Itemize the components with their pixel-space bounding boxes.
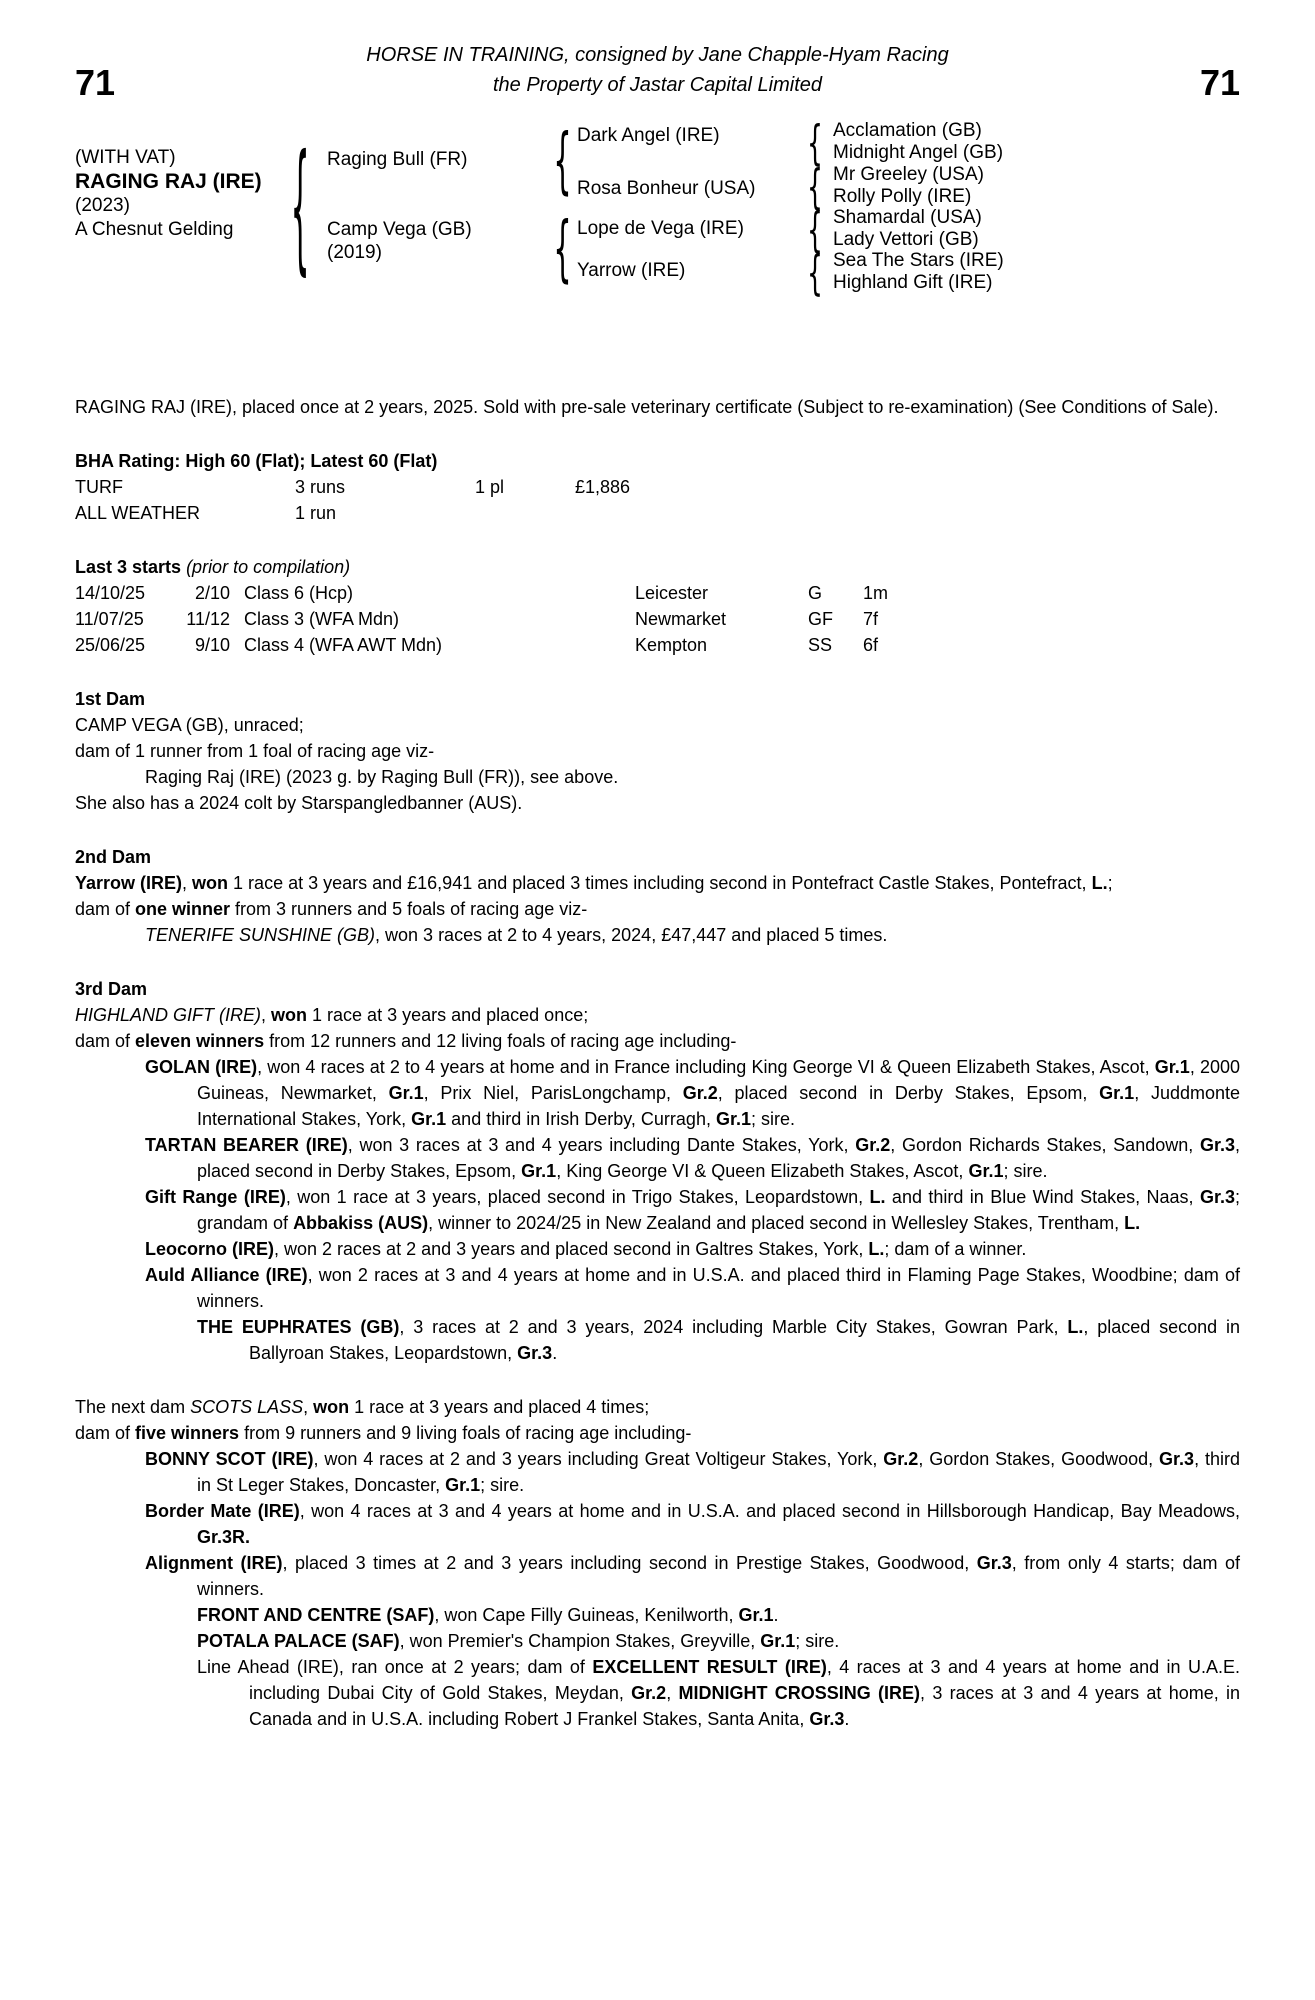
text-run: RAGING RAJ (IRE), placed once at 2 years, 2025. Sold with pre-sale veterinary certificate (Subject to re-examination) (See Conditions of Sale).: [75, 397, 1219, 417]
subject-year: (2023): [75, 195, 130, 216]
catalogue-paragraph: [75, 738, 1240, 764]
dam-block: [327, 218, 472, 264]
text-run: , King George VI & Queen Elizabeth Stakes, Ascot,: [556, 1161, 969, 1181]
text-run: ; dam of a winner.: [884, 1239, 1027, 1259]
table-cell: Class 6 (Hcp): [244, 583, 354, 603]
race-row: [75, 632, 1240, 658]
vat-note: (WITH VAT): [75, 147, 176, 168]
text-run: 1 race at 3 years and £16,941 and placed 3 times including second in Pontefract Castle Stakes, Pontefract,: [228, 873, 1092, 893]
text-run: Gr.1: [521, 1161, 557, 1181]
text-run: TARTAN BEARER (IRE): [145, 1135, 348, 1155]
race-row: [75, 580, 1240, 606]
dam-sire-name: Lope de Vega (IRE): [577, 218, 744, 239]
table-cell: £1,886: [575, 477, 631, 497]
table-cell: 25/06/25: [75, 635, 146, 655]
great-grandparents-2: [833, 164, 984, 208]
header-center: [165, 40, 1150, 100]
catalogue-paragraph: [75, 1314, 1240, 1366]
ancestor-name: Mr Greeley (USA): [833, 164, 984, 185]
text-run: Gr.2: [631, 1683, 667, 1703]
table-cell: [475, 500, 575, 526]
text-run: SCOTS LASS: [190, 1397, 304, 1417]
race-row: [75, 606, 1240, 632]
text-run: eleven winners: [135, 1031, 265, 1051]
table-cell: G: [808, 583, 823, 603]
bha-row: [75, 500, 1240, 526]
sire-dam-name: Rosa Bonheur (USA): [577, 178, 756, 199]
ancestor-name: Midnight Angel (GB): [833, 142, 1004, 163]
text-run: L.: [868, 1239, 885, 1259]
subject-name: RAGING RAJ (IRE): [75, 170, 262, 193]
text-run: Gr.2: [855, 1135, 891, 1155]
text-run: , won 1 race at 3 years, placed second in Trigo Stakes, Leopardstown,: [285, 1187, 870, 1207]
text-run: dam of 1 runner from 1 foal of racing age viz-: [75, 741, 435, 761]
text-run: L.: [1124, 1213, 1141, 1233]
text-run: , placed second in Ballyroan Stakes, Leopardstown,: [249, 1317, 1240, 1363]
brace-icon: [287, 123, 313, 293]
ancestor-name: Acclamation (GB): [833, 120, 982, 141]
text-run: , won 3 races at 3 and 4 years including Dante Stakes, York,: [347, 1135, 856, 1155]
text-run: Yarrow (IRE): [75, 873, 183, 893]
text-run: CAMP VEGA (GB), unraced;: [75, 715, 304, 735]
text-run: 1 race at 3 years and placed once;: [307, 1005, 589, 1025]
text-run: , Gordon Stakes, Goodwood,: [918, 1449, 1160, 1469]
text-run: , 4 races at 3 and 4 years at home and in U.A.E. including Dubai City of Gold Stakes, Meydan,: [249, 1657, 1240, 1703]
text-run: , third in St Leger Stakes, Doncaster,: [197, 1449, 1240, 1495]
catalogue-paragraph: [75, 1420, 1240, 1446]
text-run: ; sire.: [750, 1109, 795, 1129]
text-run: Gr.1: [738, 1605, 774, 1625]
text-run: ,: [182, 873, 193, 893]
text-run: , 3 races at 2 and 3 years, 2024 including Marble City Stakes, Gowran Park,: [399, 1317, 1068, 1337]
text-run: EXCELLENT RESULT (IRE): [592, 1657, 827, 1677]
lot-number-left: 71: [75, 62, 116, 103]
text-run: and third in Blue Wind Stakes, Naas,: [885, 1187, 1200, 1207]
catalogue-paragraph: [75, 870, 1240, 896]
table-cell: 1m: [863, 583, 889, 603]
catalogue-paragraph: [75, 1002, 1240, 1028]
text-run: THE EUPHRATES (GB): [197, 1317, 400, 1337]
subject-description: A Chesnut Gelding: [75, 219, 234, 240]
text-run: dam of: [75, 1031, 136, 1051]
table-cell: TURF: [75, 477, 123, 497]
section-heading: 1st Dam: [75, 689, 146, 709]
text-run: one winner: [135, 899, 231, 919]
catalogue-paragraph: [75, 1498, 1240, 1550]
text-run: Gr.3: [1199, 1135, 1235, 1155]
bha-rating-heading: BHA Rating: High 60 (Flat); Latest 60 (Flat): [75, 451, 438, 471]
last-starts-block: [75, 554, 1240, 658]
bha-rating-block: [75, 448, 1240, 526]
text-run: L.: [1067, 1317, 1084, 1337]
text-run: , won 2 races at 3 and 4 years at home and in U.S.A. and placed third in Flaming Page Stakes, Woodbine; dam of winners.: [197, 1265, 1240, 1311]
table-cell: SS: [808, 635, 833, 655]
text-run: L.: [1091, 873, 1108, 893]
great-grandparents-1: [833, 120, 1003, 164]
text-run: Last 3 starts: [75, 557, 182, 577]
text-run: ; sire.: [480, 1475, 525, 1495]
text-run: Gr.1: [715, 1109, 751, 1129]
text-run: , placed second in Derby Stakes, Epsom,: [717, 1083, 1100, 1103]
table-cell: GF: [808, 609, 833, 629]
table-cell: 2/10: [194, 583, 230, 603]
ancestor-name: Highland Gift (IRE): [833, 272, 993, 293]
catalogue-paragraph: [75, 1236, 1240, 1262]
last-starts-heading: [75, 554, 1240, 580]
dam-year: (2019): [327, 242, 382, 263]
text-run: won: [271, 1005, 308, 1025]
text-run: POTALA PALACE (SAF): [197, 1631, 400, 1651]
text-run: five winners: [135, 1423, 240, 1443]
text-run: Gr.1: [411, 1109, 447, 1129]
table-cell: 11/12: [186, 609, 230, 629]
table-cell: 14/10/25: [75, 583, 146, 603]
great-grandparents-4: [833, 250, 1004, 294]
text-run: , won 4 races at 3 and 4 years at home and in U.S.A. and placed second in Hillsborough Handicap, Bay Meadows,: [299, 1501, 1241, 1521]
text-run: , from only 4 starts; dam of winners.: [197, 1553, 1240, 1599]
text-run: Gr.3: [809, 1709, 845, 1729]
table-cell: 11/07/25: [75, 609, 144, 629]
ancestor-name: Lady Vettori (GB): [833, 229, 979, 250]
catalogue-paragraph: [75, 1132, 1240, 1184]
text-run: Line Ahead (IRE), ran once at 2 years; dam of: [197, 1657, 593, 1677]
text-run: Gr.3: [517, 1343, 553, 1363]
text-run: GOLAN (IRE): [145, 1057, 258, 1077]
section-heading: 3rd Dam: [75, 979, 148, 999]
table-cell: ALL WEATHER: [75, 503, 201, 523]
text-run: ;: [1107, 873, 1113, 893]
table-cell: 7f: [863, 609, 879, 629]
bha-row: [75, 474, 1240, 500]
text-run: Gr.2: [682, 1083, 718, 1103]
text-run: ; sire.: [1003, 1161, 1048, 1181]
consignor-line: HORSE IN TRAINING, consigned by Jane Chapple-Hyam Racing: [366, 44, 949, 66]
ancestor-name: Shamardal (USA): [833, 207, 982, 228]
brace-icon: [549, 118, 575, 202]
text-run: Gr.2: [883, 1449, 919, 1469]
catalogue-paragraph: [75, 1184, 1240, 1236]
lot-number-right: 71: [1199, 62, 1240, 103]
text-run: TENERIFE SUNSHINE (GB): [145, 925, 376, 945]
catalogue-paragraph: [75, 712, 1240, 738]
text-run: Gr.3: [976, 1553, 1012, 1573]
text-run: Gr.1: [445, 1475, 481, 1495]
text-run: dam of: [75, 899, 136, 919]
text-run: .: [844, 1709, 850, 1729]
text-run: , won Cape Filly Guineas, Kenilworth,: [434, 1605, 739, 1625]
text-run: Gr.3R.: [197, 1527, 251, 1547]
text-run: The next dam: [75, 1397, 191, 1417]
catalogue-paragraph: [75, 1446, 1240, 1498]
text-run: (prior to compilation): [181, 557, 351, 577]
text-run: Gr.1: [968, 1161, 1004, 1181]
text-run: , placed 3 times at 2 and 3 years including second in Prestige Stakes, Goodwood,: [282, 1553, 977, 1573]
catalogue-body: [75, 394, 1240, 1732]
text-run: Border Mate (IRE): [145, 1501, 300, 1521]
table-cell: Leicester: [635, 583, 709, 603]
text-run: won: [313, 1397, 350, 1417]
text-run: , won 3 races at 2 to 4 years, 2024, £47,447 and placed 5 times.: [375, 925, 888, 945]
text-run: Auld Alliance (IRE): [145, 1265, 308, 1285]
table-cell: Newmarket: [635, 609, 727, 629]
text-run: ,: [303, 1397, 314, 1417]
ancestor-name: Rolly Polly (IRE): [833, 186, 972, 207]
great-grandparents-3: [833, 207, 982, 251]
table-cell: [575, 500, 1240, 526]
text-run: , Prix Niel, ParisLongchamp,: [423, 1083, 683, 1103]
text-run: ,: [261, 1005, 272, 1025]
text-run: L.: [869, 1187, 886, 1207]
catalogue-paragraph: [75, 1602, 1240, 1628]
brace-icon: [549, 206, 575, 290]
text-run: , won 2 races at 2 and 3 years and placed second in Galtres Stakes, York,: [274, 1239, 869, 1259]
brace-icon: [803, 248, 827, 298]
text-run: , Gordon Richards Stakes, Sandown,: [890, 1135, 1200, 1155]
text-run: Gift Range (IRE): [145, 1187, 286, 1207]
text-run: Alignment (IRE): [145, 1553, 283, 1573]
table-cell: Kempton: [635, 635, 708, 655]
text-run: Abbakiss (AUS): [293, 1213, 429, 1233]
text-run: from 9 runners and 9 living foals of racing age including-: [239, 1423, 692, 1443]
property-line: the Property of Jastar Capital Limited: [492, 74, 823, 96]
catalogue-paragraph: [75, 1628, 1240, 1654]
text-run: , 3 races at 3 and 4 years at home, in Canada and in U.S.A. including Robert J Frankel Stakes, Santa Anita,: [249, 1683, 1241, 1729]
text-run: won: [192, 873, 229, 893]
catalogue-paragraph: [75, 1028, 1240, 1054]
text-run: and third in Irish Derby, Curragh,: [446, 1109, 716, 1129]
table-cell: 1 run: [295, 503, 337, 523]
text-run: She also has a 2024 colt by Starspangledbanner (AUS).: [75, 793, 523, 813]
text-run: FRONT AND CENTRE (SAF): [197, 1605, 435, 1625]
text-run: , Juddmonte International Stakes, York,: [197, 1083, 1240, 1129]
dam-name: Camp Vega (GB): [327, 219, 472, 240]
text-run: , won 4 races at 2 to 4 years at home and in France including King George VI & Queen Elizabeth Stakes, Ascot,: [257, 1057, 1155, 1077]
text-run: Leocorno (IRE): [145, 1239, 274, 1259]
text-run: , placed second in Derby Stakes, Epsom,: [197, 1135, 1240, 1181]
text-run: dam of: [75, 1423, 136, 1443]
table-cell: 9/10: [194, 635, 230, 655]
text-run: , winner to 2024/25 in New Zealand and placed second in Wellesley Stakes, Trentham,: [428, 1213, 1125, 1233]
text-run: .: [773, 1605, 779, 1625]
text-run: Gr.1: [388, 1083, 424, 1103]
text-run: from 12 runners and 12 living foals of racing age including-: [264, 1031, 737, 1051]
catalogue-paragraph: [75, 790, 1240, 816]
catalogue-paragraph: [75, 1054, 1240, 1132]
section-heading: 2nd Dam: [75, 847, 152, 867]
text-run: Raging Raj (IRE) (2023 g. by Raging Bull (FR)), see above.: [145, 767, 619, 787]
text-run: BONNY SCOT (IRE): [145, 1449, 314, 1469]
sire-sire-name: Dark Angel (IRE): [577, 125, 720, 146]
text-run: HIGHLAND GIFT (IRE): [75, 1005, 262, 1025]
table-cell: 6f: [863, 635, 879, 655]
text-run: 1 race at 3 years and placed 4 times;: [349, 1397, 650, 1417]
catalogue-paragraph: [75, 1654, 1240, 1732]
table-cell: Class 4 (WFA AWT Mdn): [244, 635, 443, 655]
catalogue-paragraph: [75, 922, 1240, 948]
text-run: Gr.3: [1159, 1449, 1195, 1469]
catalogue-paragraph: [75, 764, 1240, 790]
subject-block: [75, 146, 262, 242]
ancestor-name: Sea The Stars (IRE): [833, 250, 1004, 271]
table-cell: 3 runs: [295, 477, 346, 497]
text-run: ,: [666, 1683, 679, 1703]
pedigree-table: [75, 116, 1240, 306]
text-run: from 3 runners and 5 foals of racing age viz-: [230, 899, 588, 919]
text-run: , 2000 Guineas, Newmarket,: [197, 1057, 1240, 1103]
text-run: Gr.1: [760, 1631, 796, 1651]
text-run: Gr.3: [1199, 1187, 1235, 1207]
text-run: .: [552, 1343, 558, 1363]
catalogue-paragraph: [75, 394, 1240, 420]
text-run: , won 4 races at 2 and 3 years including Great Voltigeur Stakes, York,: [313, 1449, 884, 1469]
catalogue-paragraph: [75, 896, 1240, 922]
text-run: MIDNIGHT CROSSING (IRE): [678, 1683, 921, 1703]
catalogue-paragraph: [75, 1550, 1240, 1602]
text-run: ; grandam of: [197, 1187, 1241, 1233]
catalogue-paragraph: [75, 1394, 1240, 1420]
sire-name: Raging Bull (FR): [327, 149, 468, 170]
dam-dam-name: Yarrow (IRE): [577, 260, 686, 281]
catalogue-paragraph: [75, 1262, 1240, 1314]
text-run: Gr.1: [1154, 1057, 1190, 1077]
table-cell: Class 3 (WFA Mdn): [244, 609, 400, 629]
page-header: [75, 40, 1240, 103]
text-run: ; sire.: [795, 1631, 840, 1651]
text-run: Gr.1: [1099, 1083, 1135, 1103]
table-cell: 1 pl: [475, 477, 505, 497]
text-run: , won Premier's Champion Stakes, Greyville,: [399, 1631, 761, 1651]
